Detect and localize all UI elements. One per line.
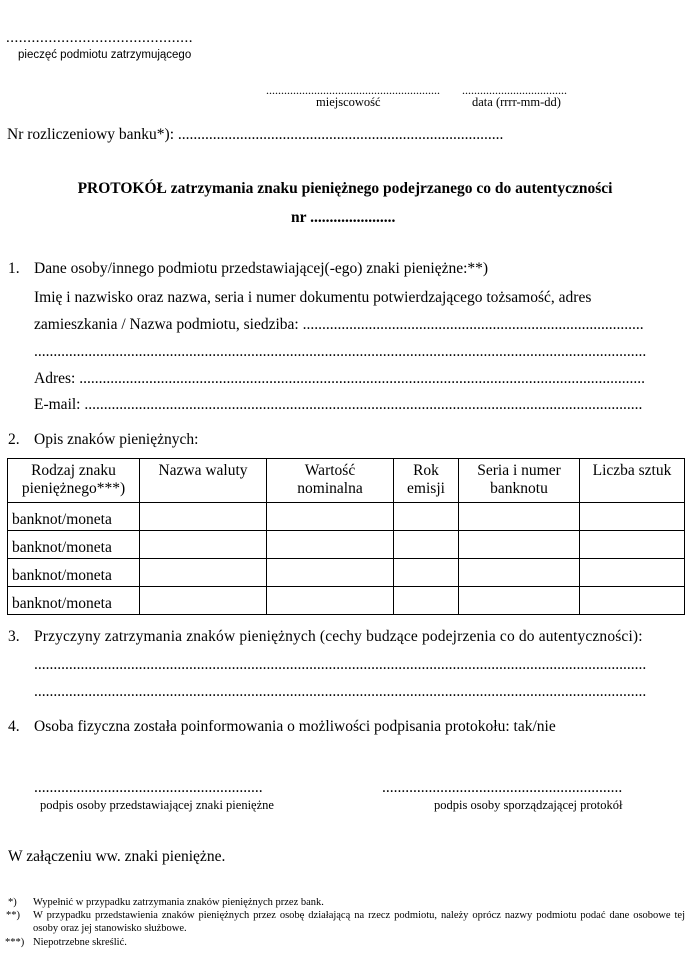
section1-heading: Dane osoby/innego podmiotu przedstawiającej(-ego) znaki pieniężne:**) — [34, 260, 489, 277]
table-row — [8, 587, 685, 615]
row-type-cell: banknot/moneta — [8, 587, 140, 615]
footnote-text: Wypełnić w przypadku zatrzymania znaków pieniężnych przez bank. — [33, 897, 324, 908]
place-dots: .......................................................... — [266, 83, 440, 97]
footnote-mark: **) — [6, 910, 20, 921]
table-header-row — [8, 459, 685, 503]
stamp-label: pieczęć podmiotu zatrzymującego — [18, 49, 192, 61]
banknotes-table — [7, 458, 685, 615]
right-signature-label: podpis osoby sporządzającej protokół — [434, 798, 623, 812]
section2-heading: Opis znaków pieniężnych: — [34, 431, 199, 448]
column-header: Nazwa waluty — [140, 459, 267, 503]
bank-account-line: Nr rozliczeniowy banku*): .................................................................................... — [7, 126, 504, 143]
column-header: Seria i numer banknotu — [459, 459, 580, 503]
column-header: Liczba sztuk — [580, 459, 685, 503]
footnote-text: Niepotrzebne skreślić. — [33, 937, 127, 948]
footnote-mark: *) — [8, 897, 17, 908]
document-title: PROTOKÓŁ zatrzymania znaku pieniężnego podejrzanego co do autentyczności — [77, 180, 613, 197]
section4-number: 4. — [8, 718, 20, 735]
column-header: Rok emisji — [394, 459, 459, 503]
date-dots: ................................... — [462, 83, 567, 97]
footnote-mark: ***) — [5, 937, 25, 948]
section3-line1: .............................................................................................................................................................. — [34, 656, 647, 673]
row-type-cell: banknot/moneta — [8, 503, 140, 531]
protocol-number: nr ...................... — [291, 209, 396, 226]
date-label: data (rrrr-mm-dd) — [472, 95, 561, 109]
place-label: miejscowość — [316, 95, 381, 109]
section2-number: 2. — [8, 431, 20, 448]
attachment-note: W załączeniu ww. znaki pieniężne. — [8, 848, 226, 865]
email-line: E-mail: ................................................................................................................................................ — [34, 396, 643, 413]
address-line: Adres: .................................................................................................................................................. — [34, 370, 645, 387]
left-signature-dots: ........................................................... — [34, 779, 263, 796]
section4-text: Osoba fizyczna została poinformowania o możliwości podpisania protokołu: tak/nie — [34, 718, 556, 735]
section1-line-b: zamieszkania / Nazwa podmiotu, siedziba: ........................................................................................ — [34, 316, 644, 333]
section1-line-c: .............................................................................................................................................................. — [34, 343, 647, 360]
column-header: Wartość nominalna — [267, 459, 394, 503]
table-row — [8, 559, 685, 587]
row-type-cell: banknot/moneta — [8, 559, 140, 587]
column-header: Rodzaj znaku pieniężnego***) — [8, 459, 140, 503]
section3-number: 3. — [8, 628, 20, 645]
left-signature-label: podpis osoby przedstawiającej znaki pieniężne — [40, 798, 274, 812]
footnote-text: W przypadku przedstawienia znaków pieniężnych przez osobę działającą na rzecz podmiotu, należy oprócz nazwy podmiotu podać dane osobowe tej osoby oraz jej stanowisko służbowe. — [33, 910, 685, 934]
section1-line-a: Imię i nazwisko oraz nazwa, seria i numer dokumentu potwierdzającego tożsamość, adres — [34, 289, 592, 306]
table-row — [8, 503, 685, 531]
section3-line2: .............................................................................................................................................................. — [34, 683, 647, 700]
section3-heading: Przyczyny zatrzymania znaków pieniężnych (cechy budzące podejrzenia co do autentyczności): — [34, 628, 643, 645]
table-row — [8, 531, 685, 559]
right-signature-dots: .............................................................. — [382, 779, 623, 796]
stamp-dots: ............................................ — [6, 30, 193, 46]
section1-number: 1. — [8, 260, 20, 277]
row-type-cell: banknot/moneta — [8, 531, 140, 559]
